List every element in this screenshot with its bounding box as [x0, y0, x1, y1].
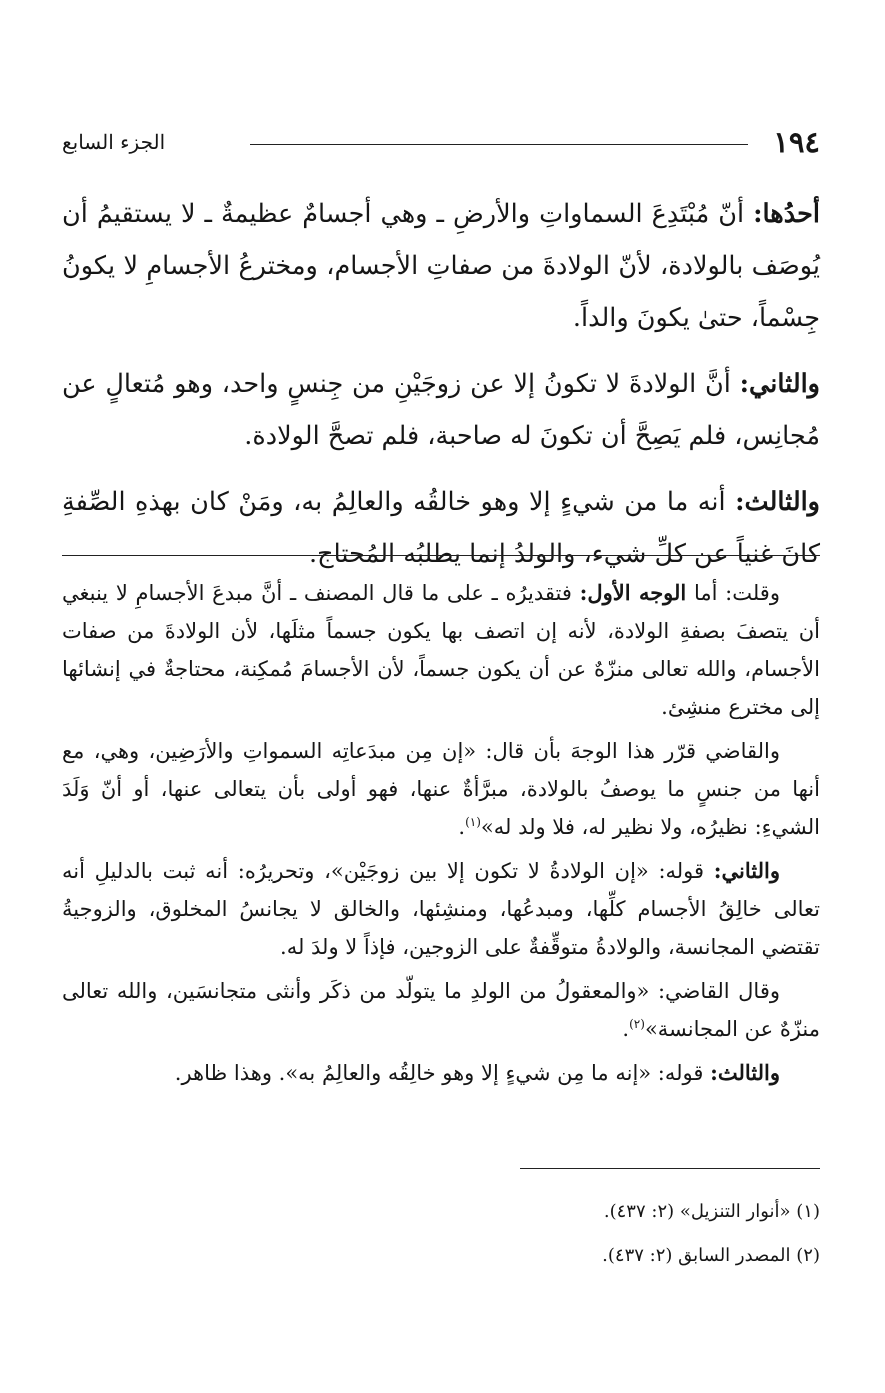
main-paragraph-3: والثالث: أنه ما من شيءٍ إلا وهو خالقُه والعالِمُ به، ومَنْ كان بهذهِ الصِّفةِ كانَ غنياً عن كلِّ شيء، والولدُ إنما يطلبُه المُحتاج.: [62, 487, 820, 569]
footnote-ref-1[interactable]: (١): [465, 815, 481, 829]
commentary-paragraph-5: والثالث: قوله: «إنه ما مِن شيءٍ إلا وهو خالِقُه والعالِمُ به». وهذا ظاهر.: [174, 1060, 780, 1085]
page-header: [62, 122, 820, 162]
book-page: [62, 0, 820, 1393]
part-title: الجزء السابع: [62, 130, 166, 154]
paragraph-label: الوجه الأول:: [579, 580, 687, 605]
commentary-paragraph-4: وقال القاضي: «والمعقولُ من الولدِ ما يتولّد من ذكَر وأنثى متجانسَين، والله تعالى منزّهٌ عن المجانسة»$^{(٢)}$.: [62, 979, 820, 1041]
main-paragraph-1: أحدُها: أنّ مُبْتَدِعَ السماواتِ والأرضِ ـ وهي أجسامٌ عظيمةٌ ـ لا يستقيمُ أن يُوصَف بالولادة، لأنّ الولادةَ من صفاتِ الأجسام، ومخترعُ الأجسامِ لا يكونُ جِسْماً، حتىٰ يكونَ والداً.: [62, 199, 820, 333]
footnotes: [62, 1190, 820, 1278]
main-text-divider: [62, 555, 820, 556]
footnote-2: (٢) المصدر السابق (٢: ٤٣٧).: [602, 1245, 820, 1266]
footnote-divider: [520, 1168, 820, 1169]
main-paragraph-2: والثاني: أنَّ الولادةَ لا تكونُ إلا عن زوجَيْنِ من جِنسٍ واحد، وهو مُتعالٍ عن مُجانِس، فلم يَصِحَّ أن تكونَ له صاحبة، فلم تصحَّ الولادة.: [62, 369, 820, 451]
commentary-paragraph-3: والثاني: قوله: «إن الولادةُ لا تكون إلا بين زوجَيْن»، وتحريرُه: أنه ثبت بالدليلِ أنه تعالى خالِقُ الأجسام كلِّها، ومبدعُها، ومنشِئها، والخالق لا يجانسُ المخلوق، والزوجيةُ تقتضي المجانسة، والولادةُ متوقِّفةٌ على الزوجين، فإذاً لا ولدَ له.: [62, 858, 820, 959]
footnote-ref-2[interactable]: (٢): [629, 1017, 645, 1031]
paragraph-label: والثاني:: [739, 369, 820, 399]
commentary: [62, 574, 820, 1098]
paragraph-label: والثاني:: [713, 858, 780, 883]
page-number: ١٩٤: [773, 125, 820, 159]
header-rule: [250, 144, 748, 145]
paragraph-label: أحدُها:: [753, 199, 820, 229]
commentary-paragraph-1: وقلت: أما الوجه الأول: فتقديرُه ـ على ما قال المصنف ـ أنَّ مبدعَ الأجسامِ لا ينبغي أن يتصفَ بصفةِ الولادة، لأنه إن اتصف بها يكون جسماً مثلَها، لأن الولادةَ من صفات الأجسام، والله تعالى منزّهٌ عن أن يكون جسماً، لأن الأجسامَ مُمكِنة، محتاجةٌ في إنشائها إلى مخترع منشِئ.: [62, 580, 820, 719]
paragraph-label: والثالث:: [735, 487, 820, 517]
commentary-paragraph-2: والقاضي قرّر هذا الوجهَ بأن قال: «إن مِن مبدَعاتِه السمواتِ والأرَضِين، وهي، مع أنها من جنسٍ ما يوصفُ بالولادة، مبرَّأةٌ عنها، فهو أولى بأن يتعالى عنها، أو أنّ وَلَدَ الشيءِ: نظيرُه، ولا نظير له، فلا ولد له»$^{(١)}$.: [62, 739, 820, 839]
footnote-1: (١) «أنوار التنزيل» (٢: ٤٣٧).: [603, 1201, 820, 1222]
paragraph-label: والثالث:: [710, 1060, 780, 1085]
main-text: [62, 188, 820, 594]
